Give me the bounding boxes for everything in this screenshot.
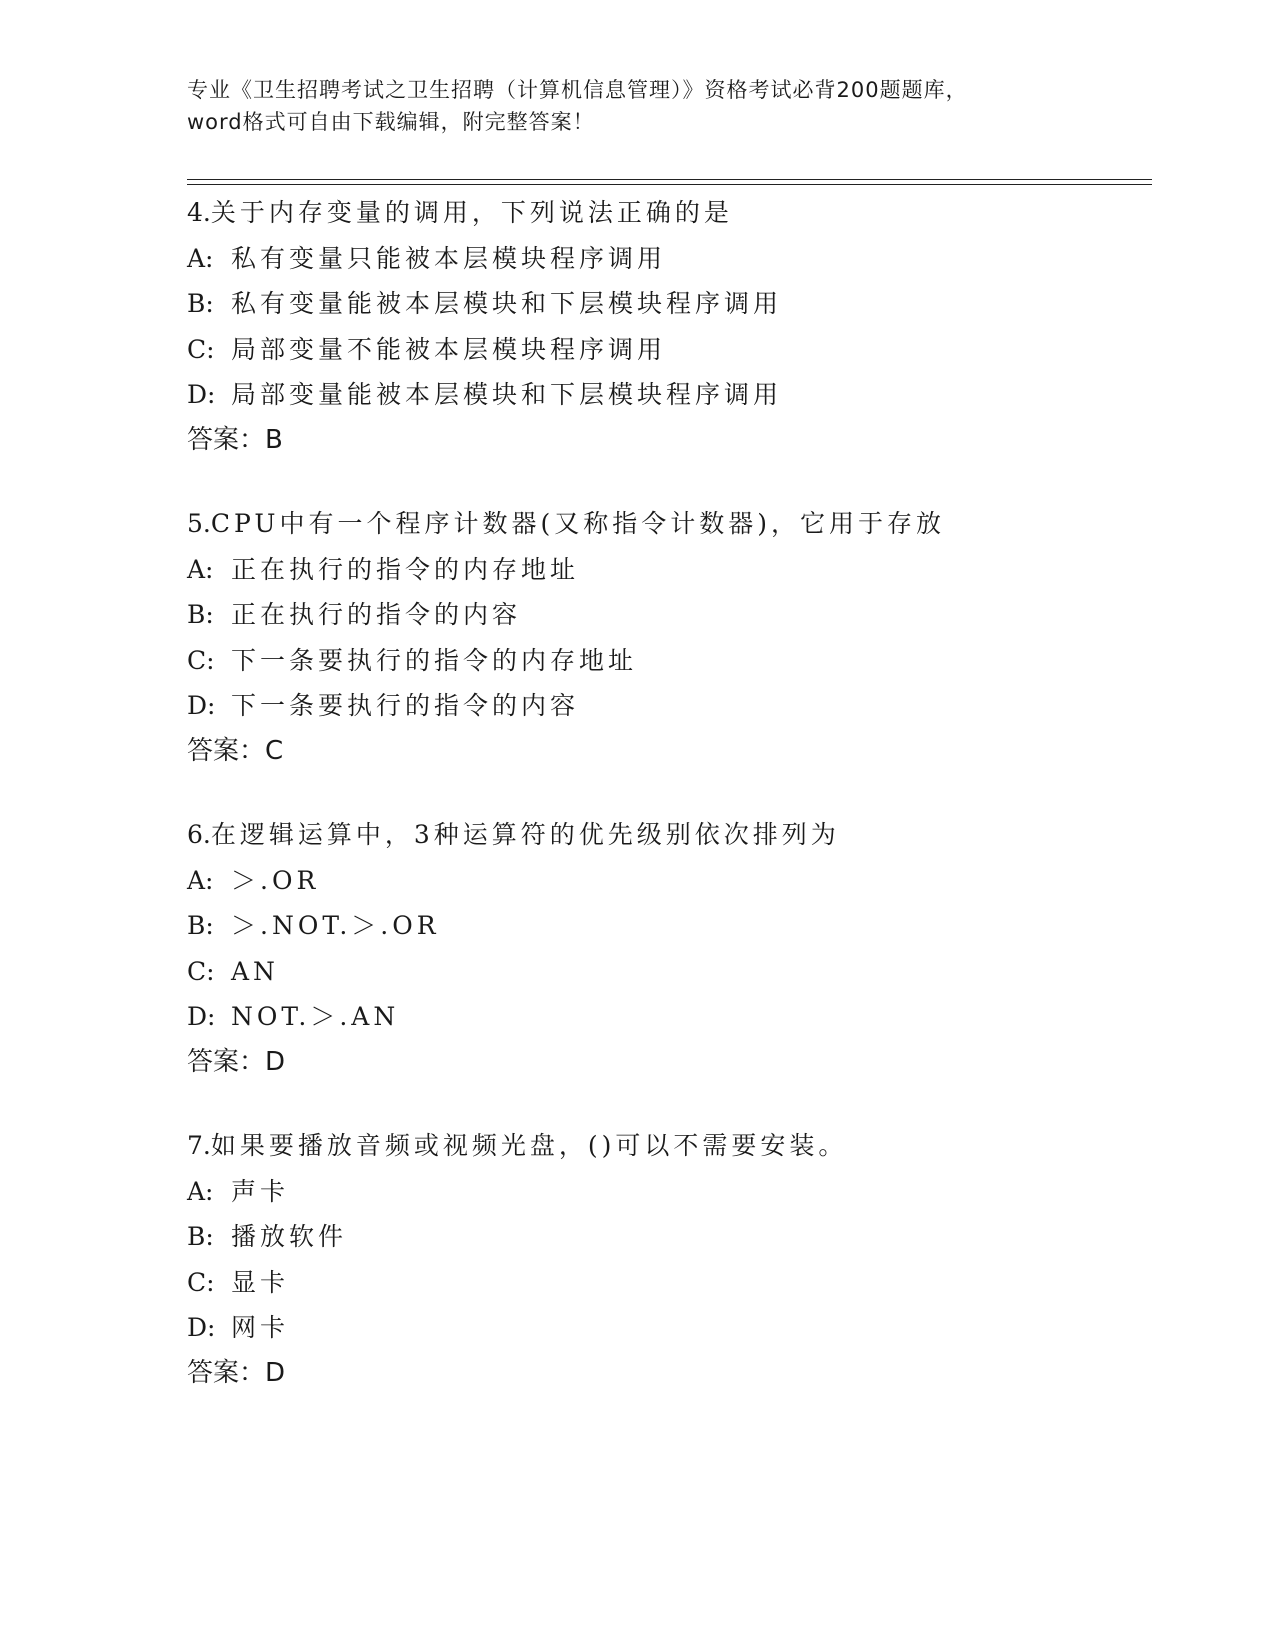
question-stem: [187, 812, 1147, 858]
option-a: [187, 1169, 1147, 1215]
question-number: 5.: [187, 509, 211, 538]
header-rule-top: [187, 179, 1152, 180]
option-c: [187, 1260, 1147, 1306]
option-c: [187, 949, 1147, 995]
option-letter: A:: [187, 554, 214, 584]
option-letter: B:: [187, 1222, 214, 1251]
option-letter: B:: [187, 600, 214, 629]
option-text: 局部变量能被本层模块和下层模块程序调用: [231, 380, 783, 409]
option-text: 私有变量只能被本层模块程序调用: [231, 243, 667, 273]
option-text: AN: [231, 956, 279, 986]
document-header: [187, 74, 1087, 138]
header-rule-bottom: [187, 184, 1152, 185]
option-text: 下一条要执行的指令的内容: [231, 691, 580, 720]
option-letter: A:: [187, 865, 214, 895]
option-text: 局部变量不能被本层模块程序调用: [231, 334, 667, 364]
question-text: 关于内存变量的调用，下列说法正确的是: [210, 198, 733, 227]
question-text: CPU中有一个程序计数器(又称指令计数器)，它用于存放: [210, 509, 945, 538]
option-letter: A:: [187, 1176, 214, 1206]
option-d: [187, 372, 1147, 418]
option-a: [187, 858, 1147, 904]
question-stem: [187, 190, 1147, 236]
option-d: [187, 1305, 1147, 1351]
option-text: ＞.NOT.＞.OR: [231, 911, 440, 940]
option-letter: C:: [187, 645, 215, 675]
option-text: NOT.＞.AN: [231, 1002, 400, 1031]
option-letter: C:: [187, 956, 215, 986]
option-text: 正在执行的指令的内存地址: [231, 554, 580, 584]
option-text: 私有变量能被本层模块和下层模块程序调用: [231, 289, 783, 318]
question-text: 如果要播放音频或视频光盘，()可以不需要安装。: [210, 1131, 848, 1160]
option-letter: B:: [187, 289, 214, 318]
question-text: 在逻辑运算中，3种运算符的优先级别依次排列为: [210, 820, 840, 849]
question-stem: [187, 1123, 1147, 1169]
option-a: [187, 547, 1147, 593]
option-text: 网卡: [231, 1313, 290, 1342]
question-number: 6.: [187, 820, 211, 849]
option-d: [187, 683, 1147, 729]
option-letter: D:: [187, 380, 216, 409]
option-letter: C:: [187, 334, 215, 364]
option-letter: C:: [187, 1267, 215, 1297]
option-c: [187, 327, 1147, 373]
answer-line: 答案：D: [187, 1046, 286, 1077]
option-b: [187, 281, 1147, 327]
question-5: [187, 501, 1147, 774]
option-letter: B:: [187, 911, 214, 940]
question-7: [187, 1123, 1147, 1396]
option-letter: A:: [187, 243, 214, 273]
option-letter: D:: [187, 1002, 216, 1031]
question-number: 4.: [187, 198, 211, 227]
option-text: 播放软件: [231, 1222, 348, 1251]
option-b: [187, 1214, 1147, 1260]
option-letter: D:: [187, 1313, 216, 1342]
question-stem: [187, 501, 1147, 547]
option-text: 声卡: [231, 1176, 290, 1206]
question-list: [187, 190, 1147, 1396]
option-b: [187, 592, 1147, 638]
answer-line: 答案：B: [187, 424, 283, 455]
option-text: 正在执行的指令的内容: [231, 600, 522, 629]
option-a: [187, 236, 1147, 282]
option-b: [187, 903, 1147, 949]
option-d: [187, 994, 1147, 1040]
header-line-1: 专业《卫生招聘考试之卫生招聘（计算机信息管理）》资格考试必背200题题库，: [187, 78, 968, 102]
option-text: 下一条要执行的指令的内存地址: [231, 645, 638, 675]
option-letter: D:: [187, 691, 216, 720]
question-number: 7.: [187, 1131, 211, 1160]
question-4: [187, 190, 1147, 463]
option-c: [187, 638, 1147, 684]
answer-line: 答案：D: [187, 1357, 286, 1388]
header-line-2: word格式可自由下载编辑，附完整答案！: [187, 110, 595, 134]
question-6: [187, 812, 1147, 1085]
option-text: 显卡: [231, 1267, 290, 1297]
answer-line: 答案：C: [187, 735, 284, 766]
option-text: ＞.OR: [231, 865, 320, 895]
